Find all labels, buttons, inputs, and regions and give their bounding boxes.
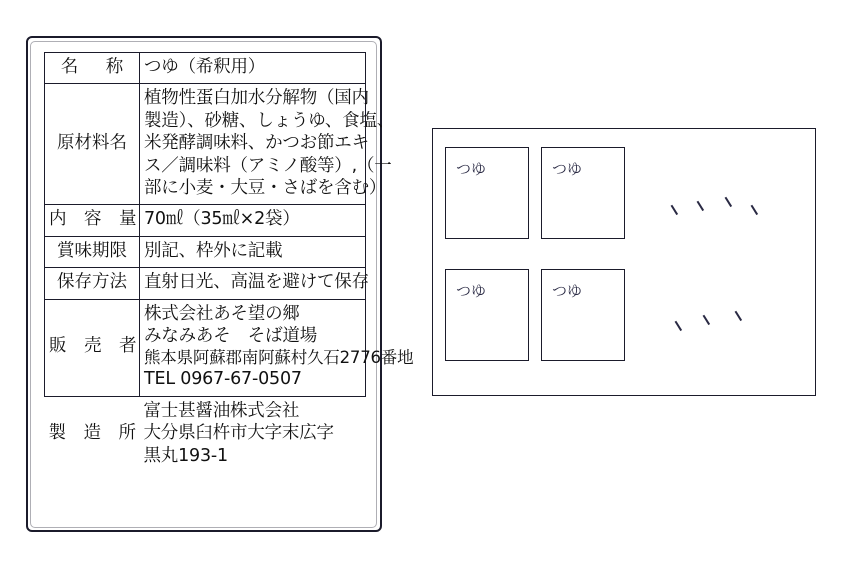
row-value-name bbox=[140, 53, 366, 84]
value-line: 直射日光、高温を避けて保存 bbox=[144, 272, 369, 293]
value-line: 製造）、砂糖、しょうゆ、食塩、 bbox=[144, 110, 395, 131]
sachet-label: つゆ bbox=[456, 282, 487, 300]
sachet-item bbox=[541, 147, 625, 239]
sketch-tick-mark-icon bbox=[725, 197, 732, 207]
value-line: 植物性蛋白加水分解物（国内 bbox=[144, 88, 369, 109]
table-row bbox=[45, 268, 366, 299]
table-row bbox=[45, 205, 366, 236]
package-sketch-panel bbox=[432, 128, 816, 396]
row-value-manufacturer bbox=[140, 396, 366, 472]
sketch-tick-mark-icon bbox=[751, 205, 758, 215]
value-line: 黒丸193-1 bbox=[143, 445, 228, 466]
row-head-name: 名 称 bbox=[45, 53, 140, 84]
value-line: 70㎖（35㎖×2袋） bbox=[144, 209, 300, 230]
row-head-volume: 内 容 量 bbox=[45, 205, 140, 236]
table-row bbox=[45, 396, 366, 472]
value-line: 大分県臼杵市大字末広字 bbox=[143, 423, 334, 444]
row-head-best-before: 賞味期限 bbox=[45, 236, 140, 267]
table-row bbox=[45, 299, 366, 396]
row-head-seller: 販 売 者 bbox=[45, 299, 140, 396]
sketch-tick-mark-icon bbox=[735, 311, 742, 321]
row-head-storage: 保存方法 bbox=[45, 268, 140, 299]
value-line: つゆ（希釈用） bbox=[144, 57, 266, 77]
product-label-panel bbox=[26, 36, 414, 532]
value-line: みなみあそ そば道場 bbox=[144, 325, 317, 346]
row-value-best-before bbox=[140, 236, 366, 267]
row-value-seller bbox=[140, 299, 414, 396]
table-row bbox=[45, 53, 366, 84]
sachet-item bbox=[445, 147, 529, 239]
sachet-label: つゆ bbox=[552, 160, 583, 178]
value-line: 株式会社あそ望の郷 bbox=[144, 303, 300, 324]
nutrition-label-table bbox=[44, 52, 414, 472]
table-row bbox=[45, 84, 366, 205]
row-head-manufacturer: 製 造 所 bbox=[45, 396, 140, 472]
value-line: 別記、枠外に記載 bbox=[144, 240, 283, 261]
value-line: ス／調味料（アミノ酸等）,（一 bbox=[144, 155, 392, 176]
table-row bbox=[45, 236, 366, 267]
value-line: TEL 0967-67-0507 bbox=[144, 369, 302, 390]
sketch-tick-mark-icon bbox=[697, 201, 704, 211]
sachet-item bbox=[541, 269, 625, 361]
row-value-storage bbox=[140, 268, 369, 299]
sachet-label: つゆ bbox=[552, 282, 583, 300]
value-line: 米発酵調味料、かつお節エキ bbox=[144, 133, 369, 154]
sketch-tick-mark-icon bbox=[675, 321, 682, 331]
sachet-label: つゆ bbox=[456, 160, 487, 178]
sketch-tick-mark-icon bbox=[671, 205, 678, 215]
row-head-ingredients: 原材料名 bbox=[45, 84, 140, 205]
sketch-tick-mark-icon bbox=[703, 315, 710, 325]
row-value-volume bbox=[140, 205, 366, 236]
row-value-ingredients bbox=[140, 84, 395, 205]
sachet-item bbox=[445, 269, 529, 361]
value-line: 熊本県阿蘇郡南阿蘇村久石2776番地 bbox=[144, 348, 414, 368]
value-line: 部に小麦・大豆・さばを含む） bbox=[144, 177, 387, 198]
value-line: 富士甚醤油株式会社 bbox=[143, 400, 300, 421]
